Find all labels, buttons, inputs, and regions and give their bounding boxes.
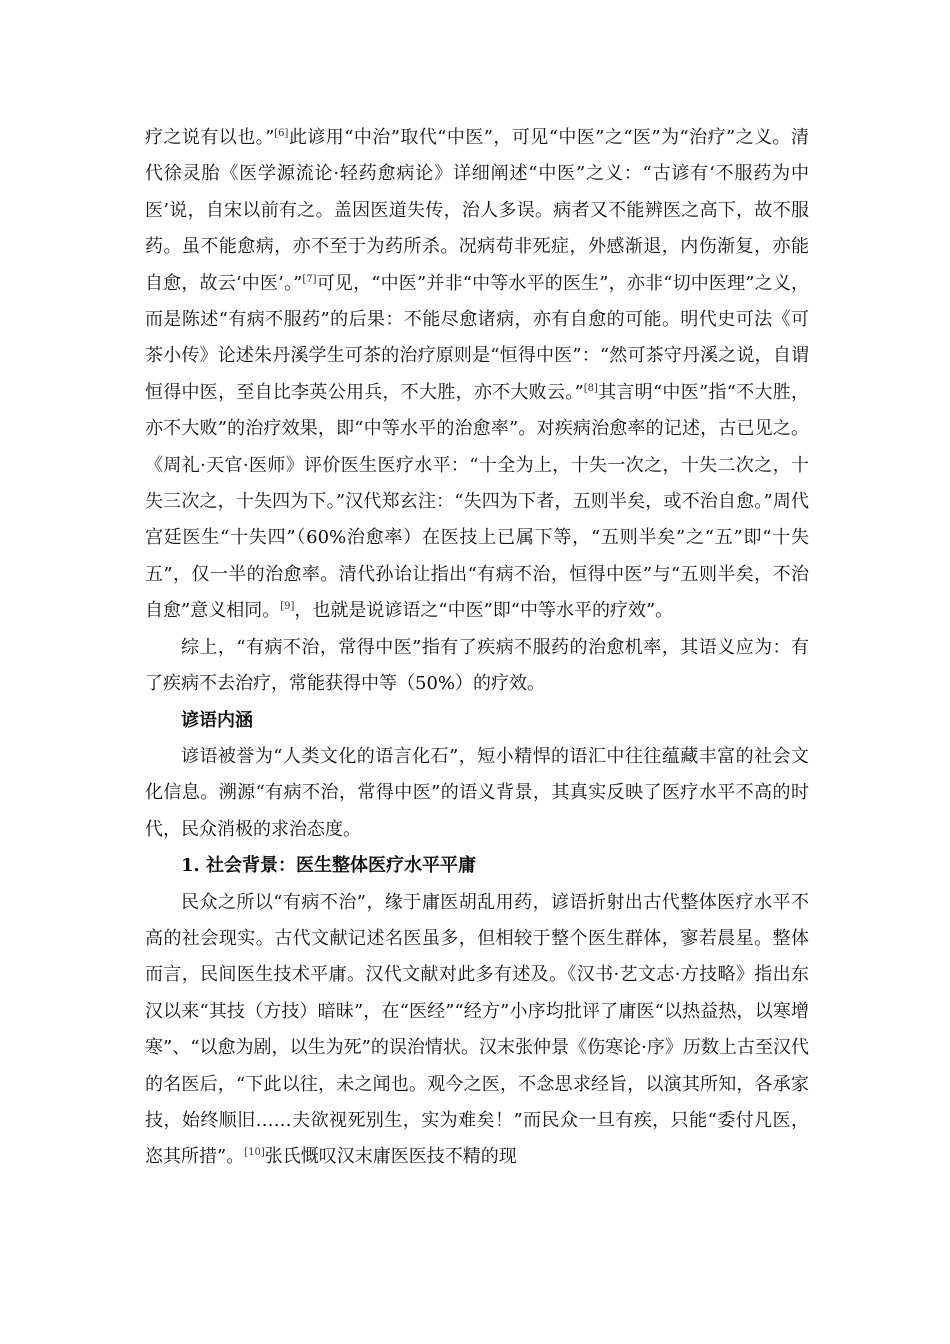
paragraph-intro: 谚语被誉为“人类文化的语言化石”，短小精悍的语汇中往往蕴藏丰富的社会文化信息。溯源“有病不治，常得中医”的语义背景，其真实反映了医疗水平不高的时代，民众消极的求治态度。 [145, 745, 809, 840]
subsection-heading: 1. 社会背景：医生整体医疗水平平庸 [181, 855, 477, 877]
text-run: 可见，“中医”并非“中等水平的医生”，亦非“切中医理”之义，而是陈述“有病不服药”的后果：不能尽愈诸病，亦有自愈的可能。明代史可法《可茶小传》论述朱丹溪学生可茶的治疗原则是“恒得中医”：“然可茶守丹溪之说，自谓恒得中医，至自比李英公用兵，不大胜，亦不大败云。” [145, 272, 809, 403]
text-run: ，也就是说谚语之“中医”即“中等水平的疗效”。 [294, 600, 674, 622]
paragraph-summary: 综上，“有病不治，常得中医”指有了疾病不服药的治愈机率，其语义应为：有了疾病不去治疗，常能获得中等（50%）的疗效。 [145, 636, 809, 695]
text-run: 其言明“中医”指“不大胜，亦不大败”的治疗效果，即“中等水平的治愈率”。对疾病治愈率的记述，古已见之。《周礼·天官·医师》评价医生医疗水平：“十全为上，十失一次之，十失二次之，十失三次之，十失四为下。”汉代郑玄注：“失四为下者，五则半矣，或不治自愈。”周代宫廷医生“十失四”（60%治愈率）在医技上已属下等，“五则半矣”之“五”即“十失五”，仅一半的治愈率。清代孙诒让指出“有病不治，恒得中医”与“五则半矣，不治自愈”意义相同。 [145, 381, 809, 622]
section-heading: 谚语内涵 [181, 709, 253, 731]
citation-ref: [10] [244, 1147, 265, 1159]
citation-ref: [6] [274, 128, 289, 139]
paragraph-social-background [145, 885, 809, 1176]
citation-ref: [7] [302, 273, 317, 285]
text-run: 疗之说有以也。” [145, 127, 275, 148]
text-run: 此谚用“中治”取代“中医”，可见“中医”之“医”为“治疗”之义。清代徐灵胎《医学源流论·轻药愈病论》详细阐述“中医”之义：“古谚有‘不服药为中医’说，自宋以前有之。盖因医道失传，治人多误。病者又不能辨医之高下，故不服药。虽不能愈病，亦不至于为药所杀。况病苟非死症，外感渐退，内伤渐复，亦能自愈，故云‘中医’。” [145, 127, 809, 294]
text-run: 民众之所以“有病不治”，缘于庸医胡乱用药，谚语折射出古代整体医疗水平不高的社会现实。古代文献记述名医虽多，但相较于整个医生群体，寥若晨星。整体而言，民间医生技术平庸。汉代文献对此多有述及。《汉书·艺文志·方技略》指出东汉以来“其技（方技）暗昧”，在“医经”“经方”小序均批评了庸医“以热益热，以寒增寒”、“以愈为剧，以生为死”的误治情状。汉末张仲景《伤寒论·序》历数上古至汉代的名医后，“下此以往，未之闻也。观今之医，不念思求经旨，以演其所知，各承家技，始终顺旧……夫欲视死别生，实为难矣！”而民众一旦有疾，只能“委付凡医，恣其所措”。 [145, 891, 809, 1168]
citation-ref: [8] [583, 382, 598, 394]
citation-ref: [9] [280, 601, 295, 613]
paragraph-continued [145, 120, 809, 630]
document-body [145, 120, 809, 1176]
text-run: 张氏慨叹汉末庸医医技不精的现 [264, 1146, 517, 1168]
